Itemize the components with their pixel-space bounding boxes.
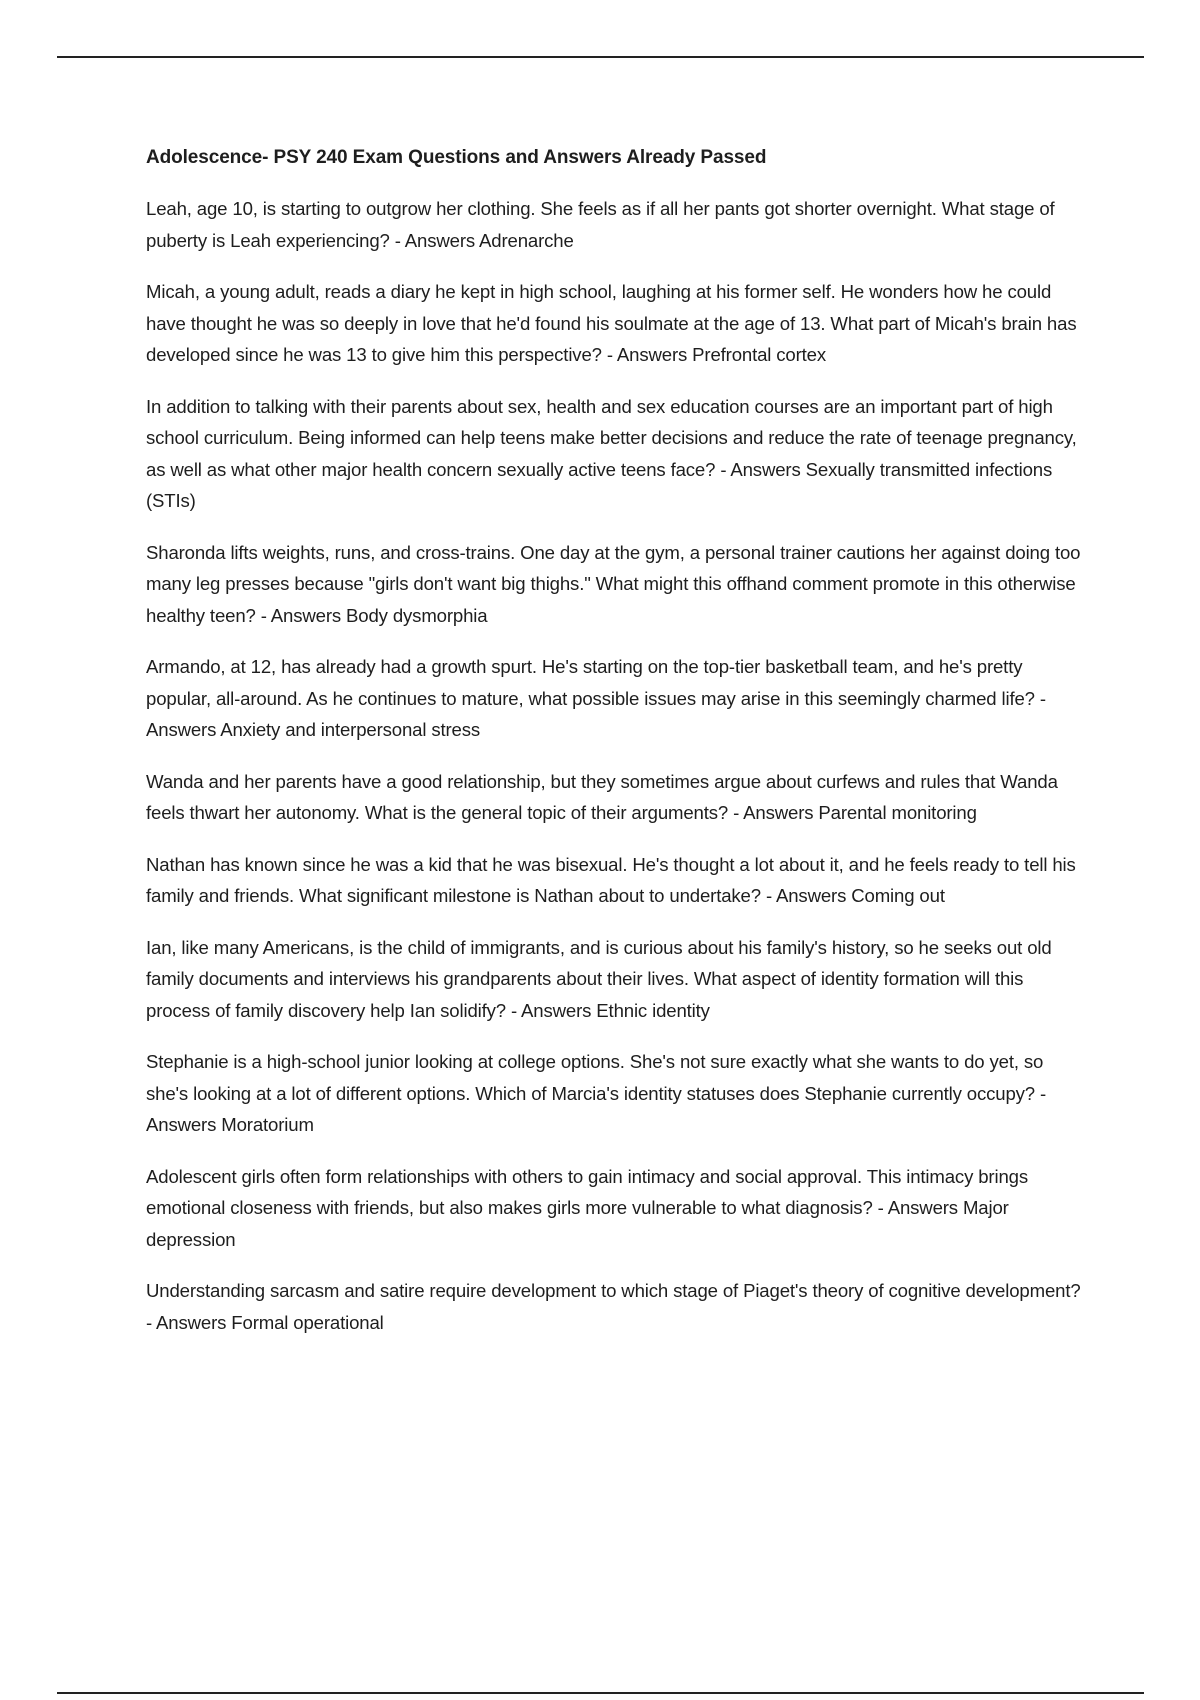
qa-item bbox=[146, 651, 1086, 746]
question-text: Armando, at 12, has already had a growth spurt. He's starting on the top-tier basketball team, and he's pretty popular, all-around. As he continues to mature, what possible issues may arise in this seemingly charmed life? bbox=[146, 656, 1035, 709]
answer-text: Parental monitoring bbox=[818, 802, 977, 823]
qa-item bbox=[146, 391, 1086, 517]
answer-separator: - Answers bbox=[872, 1197, 963, 1218]
answer-separator: - Answers bbox=[715, 458, 806, 480]
answer-text: Ethnic identity bbox=[596, 999, 710, 1021]
answer-separator: - Answers bbox=[146, 1311, 232, 1333]
answer-text: Sexually transmitted infections (STIs) bbox=[146, 458, 1053, 511]
qa-item bbox=[146, 766, 1086, 829]
answer-separator: - Answers bbox=[146, 1082, 1047, 1135]
question-text: Sharonda lifts weights, runs, and cross-trains. One day at the gym, a personal trainer cautions her against doing too many leg presses because "girls don't want big thighs." What might this offhand comment promote in this otherwise healthy teen? bbox=[146, 541, 1081, 626]
top-rule bbox=[57, 56, 1144, 58]
qa-item bbox=[146, 1161, 1086, 1256]
answer-separator: - Answers bbox=[389, 229, 480, 251]
answer-text: Body dysmorphia bbox=[346, 604, 488, 626]
qa-item bbox=[146, 1046, 1086, 1141]
question-text: Micah, a young adult, reads a diary he kept in high school, laughing at his former self. He wonders how he could have thought he was so deeply in love that he'd found his soulmate at the age of 13. What part of Micah's brain has developed since he was 13 to give him this perspective? bbox=[146, 281, 1077, 365]
answer-text: Moratorium bbox=[221, 1114, 314, 1135]
document-body bbox=[146, 144, 1086, 1358]
document-title: Adolescence- PSY 240 Exam Questions and Answers Already Passed bbox=[146, 147, 767, 168]
answer-text: Major depression bbox=[146, 1197, 1009, 1250]
answer-separator: - Answers bbox=[601, 344, 693, 365]
answer-text: Formal operational bbox=[231, 1311, 384, 1333]
bottom-rule bbox=[57, 1692, 1144, 1694]
answer-separator: - Answers bbox=[760, 885, 852, 906]
answer-separator: - Answers bbox=[146, 687, 1046, 740]
question-text: Nathan has known since he was a kid that he was bisexual. He's thought a lot about it, and he feels ready to tell his family and friends. What significant milestone is Nathan about to undertake? bbox=[146, 853, 1076, 906]
answer-separator: - Answers bbox=[505, 999, 597, 1021]
qa-item bbox=[146, 276, 1086, 371]
answer-text: Anxiety and interpersonal stress bbox=[220, 719, 481, 740]
answer-text: Prefrontal cortex bbox=[692, 344, 827, 365]
question-text: Understanding sarcasm and satire require development to which stage of Piaget's theory of cognitive development? bbox=[146, 1280, 1081, 1301]
qa-item bbox=[146, 537, 1086, 632]
question-text: Leah, age 10, is starting to outgrow her clothing. She feels as if all her pants got shorter overnight. What stage of puberty is Leah experiencing? bbox=[146, 198, 1055, 251]
qa-item bbox=[146, 849, 1086, 912]
qa-item bbox=[146, 932, 1086, 1027]
question-text: Ian, like many Americans, is the child of immigrants, and is curious about his family's history, so he seeks out old family documents and interviews his grandparents about their lives. What aspect of identity formation will this process of family discovery help Ian solidify? bbox=[146, 936, 1052, 1021]
qa-item bbox=[146, 1275, 1086, 1338]
question-text: Adolescent girls often form relationships with others to gain intimacy and social approval. This intimacy brings emotional closeness with friends, but also makes girls more vulnerable to what diagnosis? bbox=[146, 1165, 1028, 1218]
answer-separator: - Answers bbox=[728, 802, 819, 823]
question-text: Stephanie is a high-school junior looking at college options. She's not sure exactly what she wants to do yet, so she's looking at a lot of different options. Which of Marcia's identity statuses does Stephanie currently occupy? bbox=[146, 1051, 1044, 1104]
qa-item bbox=[146, 193, 1086, 256]
qa-list bbox=[146, 193, 1086, 1338]
question-text: Wanda and her parents have a good relationship, but they sometimes argue about curfews and rules that Wanda feels thwart her autonomy. What is the general topic of their arguments? bbox=[146, 770, 1058, 823]
question-text: In addition to talking with their parents about sex, health and sex education courses are an important part of high school curriculum. Being informed can help teens make better decisions and reduce the rate of teenage pregnancy, as well as what other major health concern sexually active teens face? bbox=[146, 395, 1077, 480]
answer-text: Adrenarche bbox=[479, 229, 574, 251]
answer-text: Coming out bbox=[851, 885, 945, 906]
answer-separator: - Answers bbox=[255, 604, 347, 626]
